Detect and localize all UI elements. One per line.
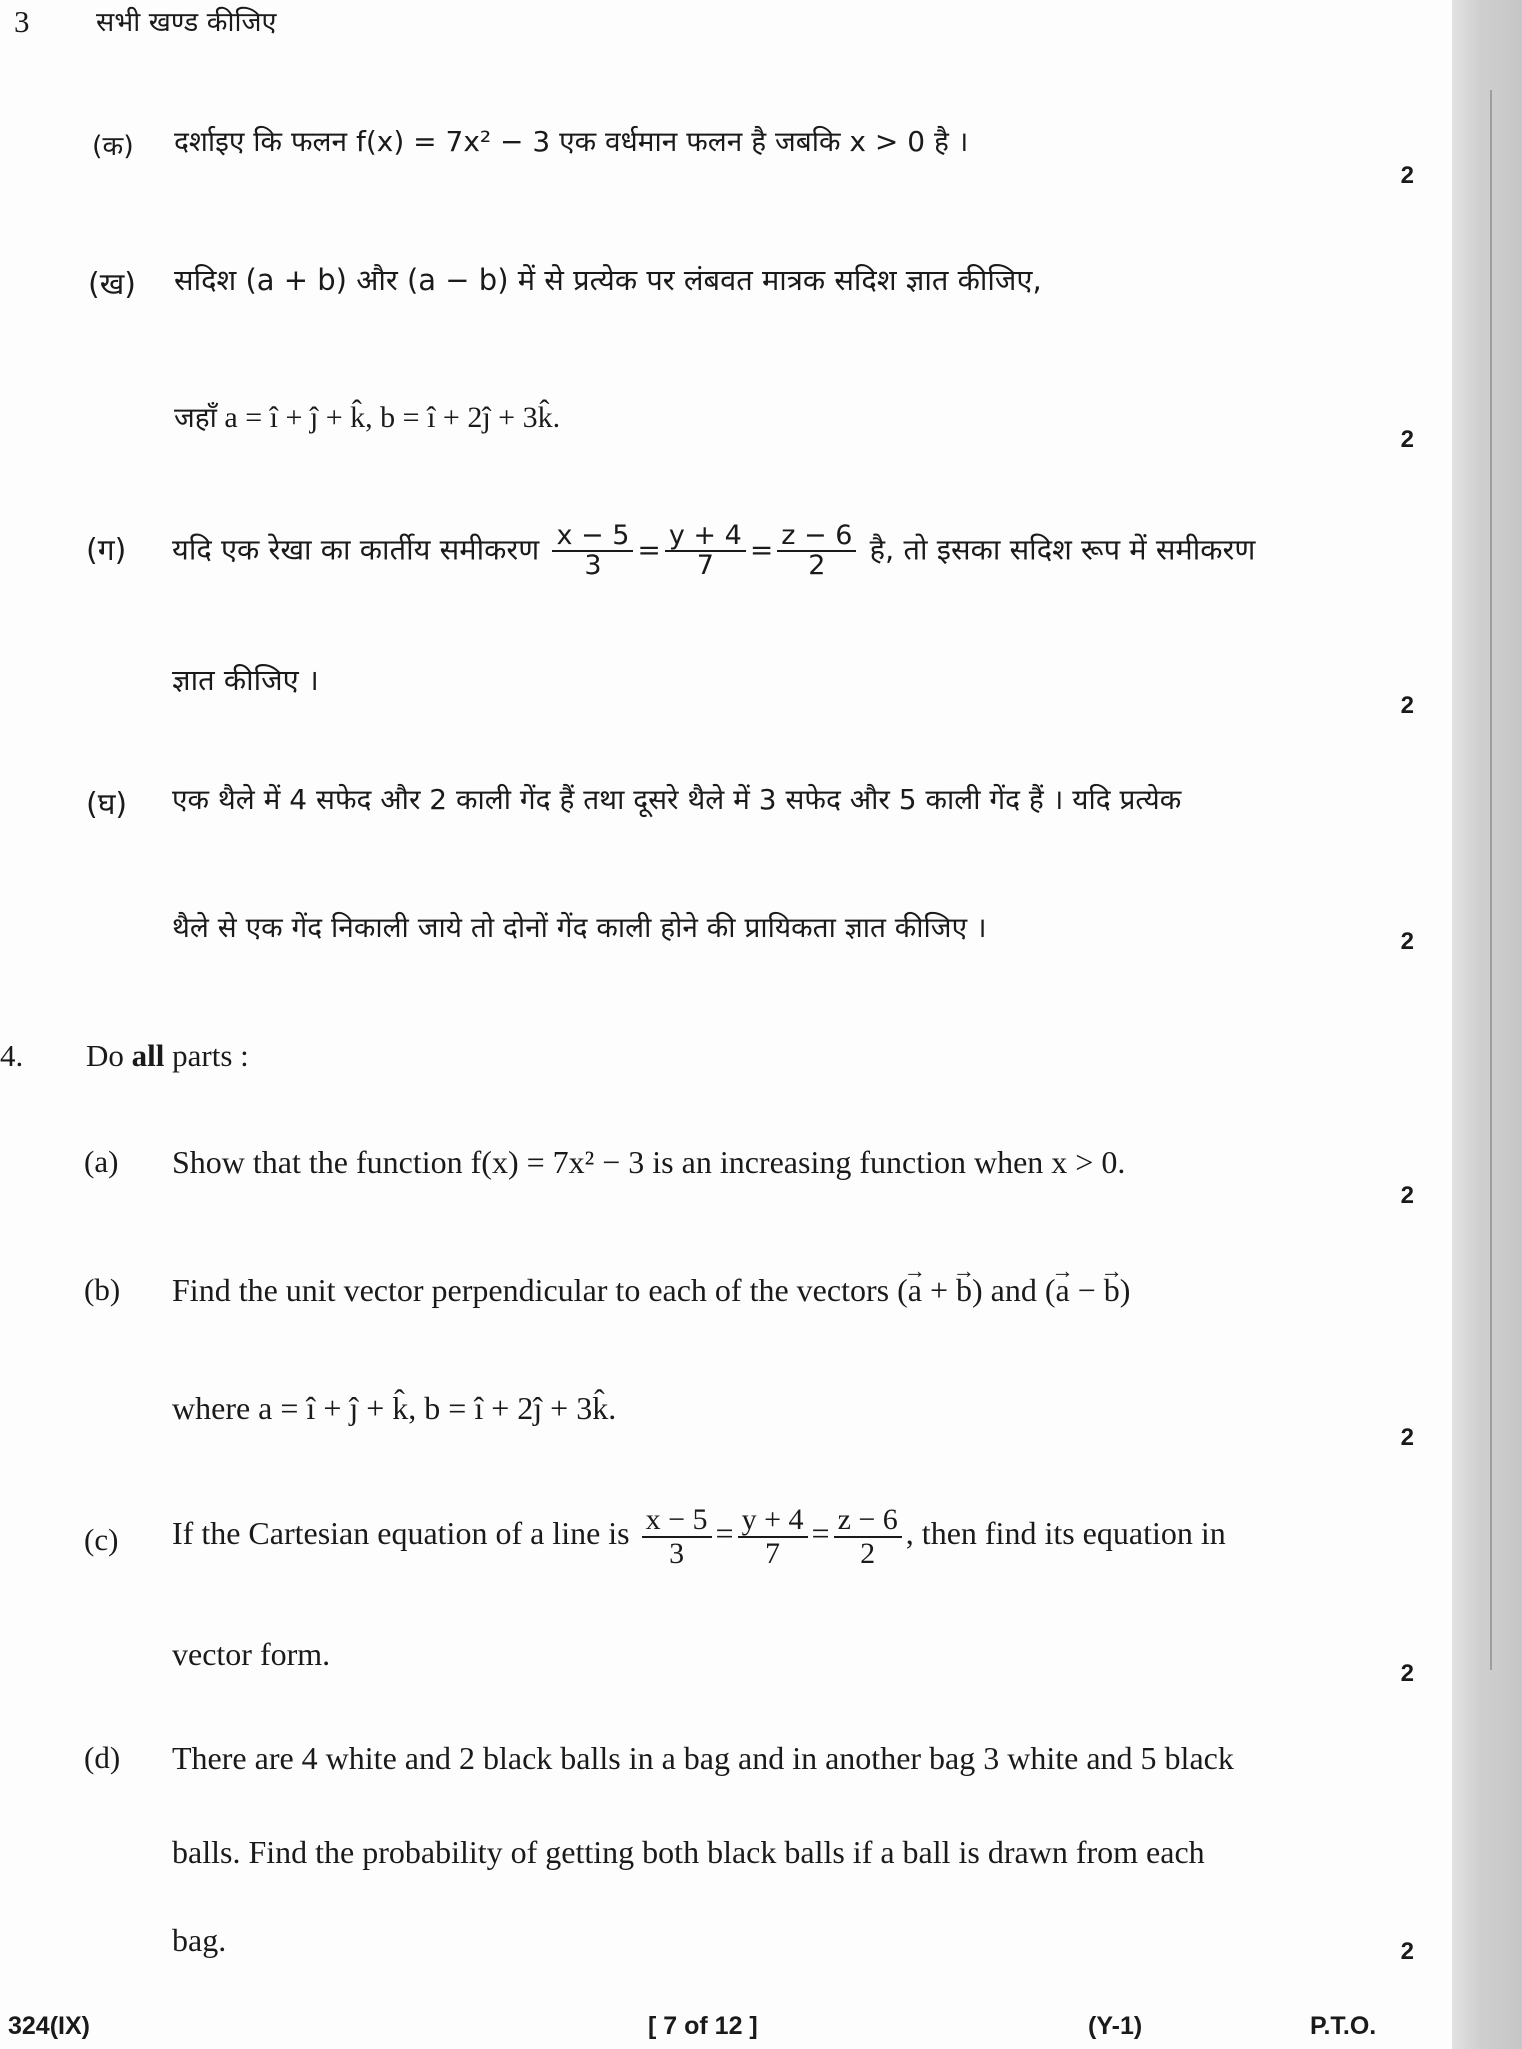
part-d-line3: bag. <box>172 1922 227 1958</box>
part-ga-label: (ग) <box>86 533 127 568</box>
part-ga-text-before: यदि एक रेखा का कार्तीय समीकरण <box>172 532 540 567</box>
part-d-label: (d) <box>84 1740 121 1775</box>
part-b-vector-sum: (→ a + → b) <box>897 1272 983 1308</box>
footer-pto: P.T.O. <box>1310 2012 1377 2040</box>
part-b-conj: and <box>990 1272 1037 1308</box>
part-gha-label: (घ) <box>86 787 128 822</box>
part-c-line2: vector form. <box>172 1636 331 1672</box>
part-b-text-main: Find the unit vector perpendicular to each of the vectors <box>172 1272 890 1308</box>
part-ka-text-after: एक वर्धमान फलन है जबकि <box>550 125 850 158</box>
part-d-marks: 2 <box>1400 1938 1414 1965</box>
part-ka-marks: 2 <box>1400 162 1414 189</box>
section-instruction-hindi: सभी खण्ड कीजिए <box>96 7 277 38</box>
part-kha-text: सदिश (a + b) और (a − b) में से प्रत्येक पर लंबवत मात्रक सदिश ज्ञात कीजिए, <box>174 263 1042 297</box>
part-c-fraction-x: $\frac{x - 5}{3}$ <box>642 1504 712 1569</box>
part-c-text-after: , then find its equation in <box>905 1514 1226 1551</box>
part-ga-text-after: है, तो इसका सदिश रूप में समीकरण <box>869 532 1256 567</box>
part-ka-label: (क) <box>92 131 134 162</box>
part-a-text <box>172 1144 1125 1181</box>
part-d-line1: There are 4 white and 2 black balls in a bag and in another bag 3 white and 5 black <box>172 1740 1234 1776</box>
part-gha-line2: थैले से एक गेंद निकाली जाये तो दोनों गेंद काली होने की प्रायिकता ज्ञात कीजिए । <box>172 911 987 944</box>
part-kha-label: (ख) <box>88 267 136 302</box>
footer-set-code: (Y-1) <box>1088 2012 1143 2040</box>
part-b-vector-diff: (→ a − → b) <box>1045 1272 1131 1308</box>
part-ga-fraction-z: $\frac{z - 6}{2}$ <box>777 522 856 581</box>
part-kha-vector-a: a = î + ĵ + k̂ <box>224 401 366 434</box>
part-ka-condition: x > 0 है । <box>849 125 969 158</box>
part-gha-line1: एक थैले में 4 सफेद और 2 काली गेंद हैं तथा दूसरे थैले में 3 सफेद और 5 काली गेंद हैं । यदि प्रत्येक <box>172 783 1182 816</box>
part-a-text-before: Show that the function <box>172 1144 471 1180</box>
part-a-marks: 2 <box>1400 1182 1414 1209</box>
part-ga-line2: ज्ञात कीजिए । <box>172 663 319 697</box>
part-b-where: where a = î + ĵ + k̂, b = î + 2ĵ + 3k̂. <box>172 1390 617 1426</box>
part-c-fraction-y: $\frac{y + 4}{7}$ <box>738 1504 808 1569</box>
part-c-label: (c) <box>84 1522 119 1557</box>
part-kha-where: जहाँ a = î + ĵ + k̂, b = î + 2ĵ + 3k̂. <box>174 401 561 434</box>
footer-page-number: [ 7 of 12 ] <box>648 2012 758 2040</box>
part-a-condition: x > 0. <box>1051 1144 1126 1180</box>
part-b-prefix: where <box>172 1390 251 1426</box>
footer-paper-code: 324(IX) <box>8 2012 90 2040</box>
part-a-label: (a) <box>84 1144 119 1179</box>
question-4-instruction: Do all parts : <box>86 1038 249 1073</box>
part-a-text-after: is an increasing function when <box>644 1144 1052 1180</box>
part-ka-text <box>174 122 968 160</box>
part-b-marks: 2 <box>1400 1424 1414 1451</box>
part-a-function: f(x) = 7x² − 3 <box>470 1144 645 1180</box>
part-ga-fraction-y: $\frac{y + 4}{7}$ <box>665 522 746 581</box>
part-c-fraction-z: $\frac{z - 6}{2}$ <box>834 1504 902 1569</box>
part-ga-text: यदि एक रेखा का कार्तीय समीकरण $\frac{x - 5}{3}$ = $\frac{y + 4}{7}$ = $\frac{z - 6}{2}$ है, तो इसका सदिश रूप में समीकरण <box>172 520 1256 582</box>
part-c-marks: 2 <box>1400 1660 1414 1687</box>
part-kha-marks: 2 <box>1400 426 1414 453</box>
question-number-3: 3 <box>14 4 30 39</box>
question-number-4: 4. <box>0 1038 24 1073</box>
part-ka-text-before: दर्शाइए कि फलन <box>174 125 356 158</box>
part-b-vector-b: b = î + 2ĵ + 3k̂ <box>424 1390 609 1426</box>
part-ga-marks: 2 <box>1400 692 1414 719</box>
part-kha-prefix: जहाँ <box>174 401 217 434</box>
part-ka-function: f(x) = 7x² − 3 <box>355 125 551 158</box>
part-b-text <box>172 1272 1130 1309</box>
part-d-line2: balls. Find the probability of getting both black balls if a ball is drawn from each <box>172 1834 1205 1870</box>
scan-shadow-edge <box>1452 0 1522 2049</box>
part-b-label: (b) <box>84 1272 121 1307</box>
part-c-text-before: If the Cartesian equation of a line is <box>172 1514 630 1551</box>
part-b-vector-a: a = î + ĵ + k̂ <box>258 1390 409 1426</box>
part-gha-marks: 2 <box>1400 928 1414 955</box>
part-kha-vector-b: b = î + 2ĵ + 3k̂ <box>380 401 553 434</box>
part-c-text: If the Cartesian equation of a line is $\frac{x - 5}{3}$ = $\frac{y + 4}{7}$ = $\frac{z - 6}{2}$ , then find its equation in <box>172 1503 1226 1570</box>
instruction-bold-word: all <box>131 1038 165 1073</box>
part-ga-fraction-x: $\frac{x - 5}{3}$ <box>552 522 633 581</box>
